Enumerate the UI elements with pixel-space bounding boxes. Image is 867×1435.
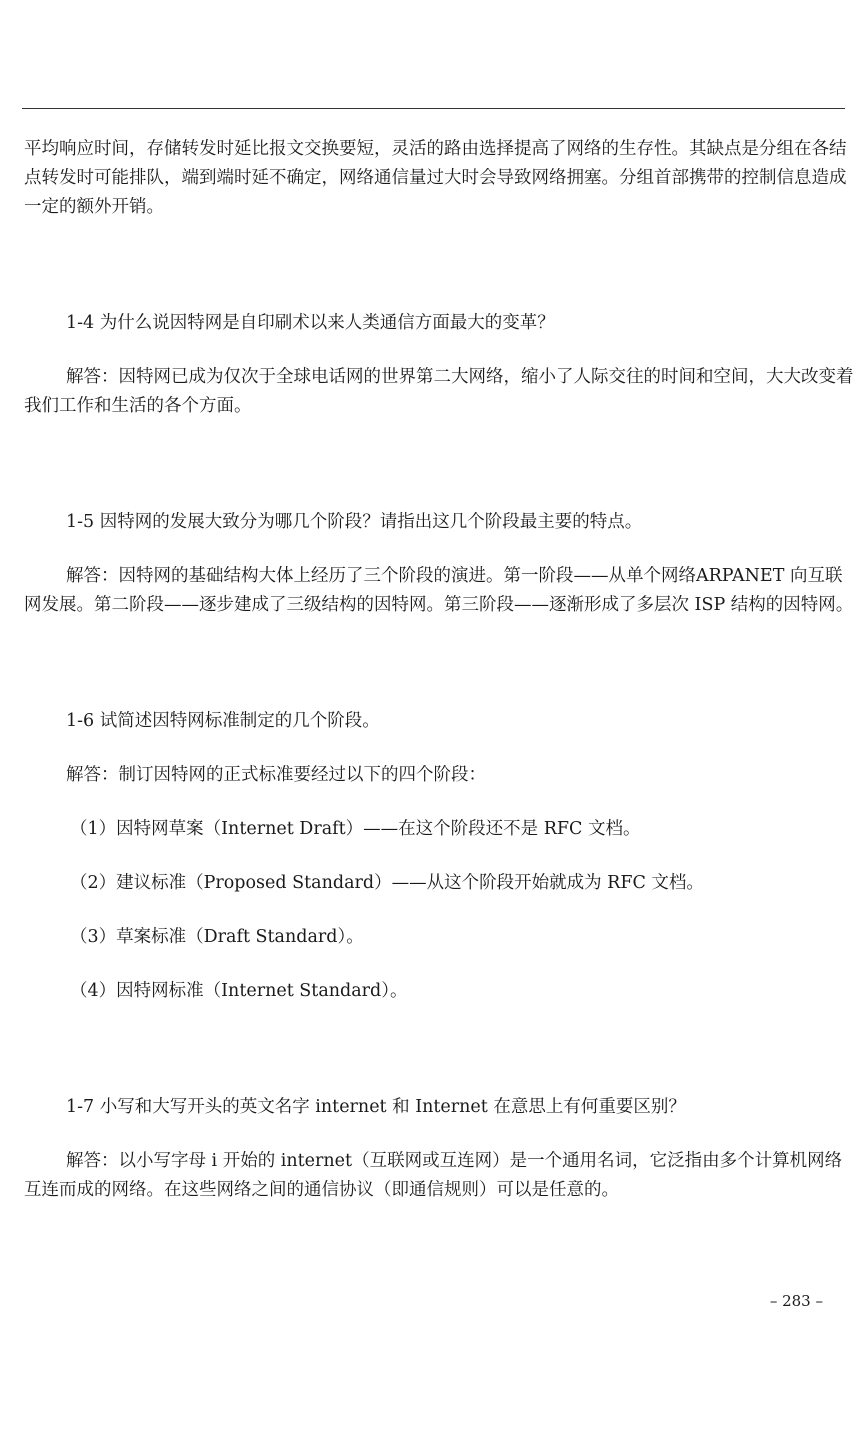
- page-body: [24, 135, 858, 1205]
- answer-1-5: 解答：因特网的基础结构大体上经历了三个阶段的演进。第一阶段——从单个网络ARPANET 向互联网发展。第二阶段——逐步建成了三级结构的因特网。第三阶段——逐渐形成了多层次 ISP 结构的因特网。: [24, 566, 854, 615]
- question-1-5: 1-5 因特网的发展大致分为哪几个阶段？请指出这几个阶段最主要的特点。: [66, 512, 643, 532]
- question-1-7: 1-7 小写和大写开头的英文名字 internet 和 Internet 在意思上有何重要区别？: [66, 1097, 686, 1117]
- carryover-paragraph: 平均响应时间，存储转发时延比报文交换要短，灵活的路由选择提高了网络的生存性。其缺点是分组在各结点转发时可能排队，端到端时延不确定，网络通信量过大时会导致网络拥塞。分组首部携带的控制信息造成一定的额外开销。: [24, 139, 847, 217]
- answer-1-6-item-4: （4）因特网标准（Internet Standard）。: [70, 981, 408, 1001]
- page-number: – 283 –: [769, 1292, 823, 1310]
- answer-1-6-item-2: （2）建议标准（Proposed Standard）——从这个阶段开始就成为 RFC 文档。: [70, 873, 704, 893]
- answer-1-4: 解答：因特网已成为仅次于全球电话网的世界第二大网络，缩小了人际交往的时间和空间，大大改变着我们工作和生活的各个方面。: [24, 367, 854, 416]
- question-1-4: 1-4 为什么说因特网是自印刷术以来人类通信方面最大的变革？: [66, 313, 555, 333]
- header-rule: [22, 108, 845, 109]
- answer-1-7: 解答：以小写字母 i 开始的 internet（互联网或互连网）是一个通用名词，它泛指由多个计算机网络互连而成的网络。在这些网络之间的通信协议（即通信规则）可以是任意的。: [24, 1151, 843, 1200]
- answer-1-6-item-3: （3）草案标准（Draft Standard）。: [70, 927, 364, 947]
- question-1-6: 1-6 试简述因特网标准制定的几个阶段。: [66, 711, 380, 731]
- answer-1-6: 解答：制订因特网的正式标准要经过以下的四个阶段：: [66, 765, 486, 785]
- answer-1-6-item-1: （1）因特网草案（Internet Draft）——在这个阶段还不是 RFC 文档。: [70, 819, 641, 839]
